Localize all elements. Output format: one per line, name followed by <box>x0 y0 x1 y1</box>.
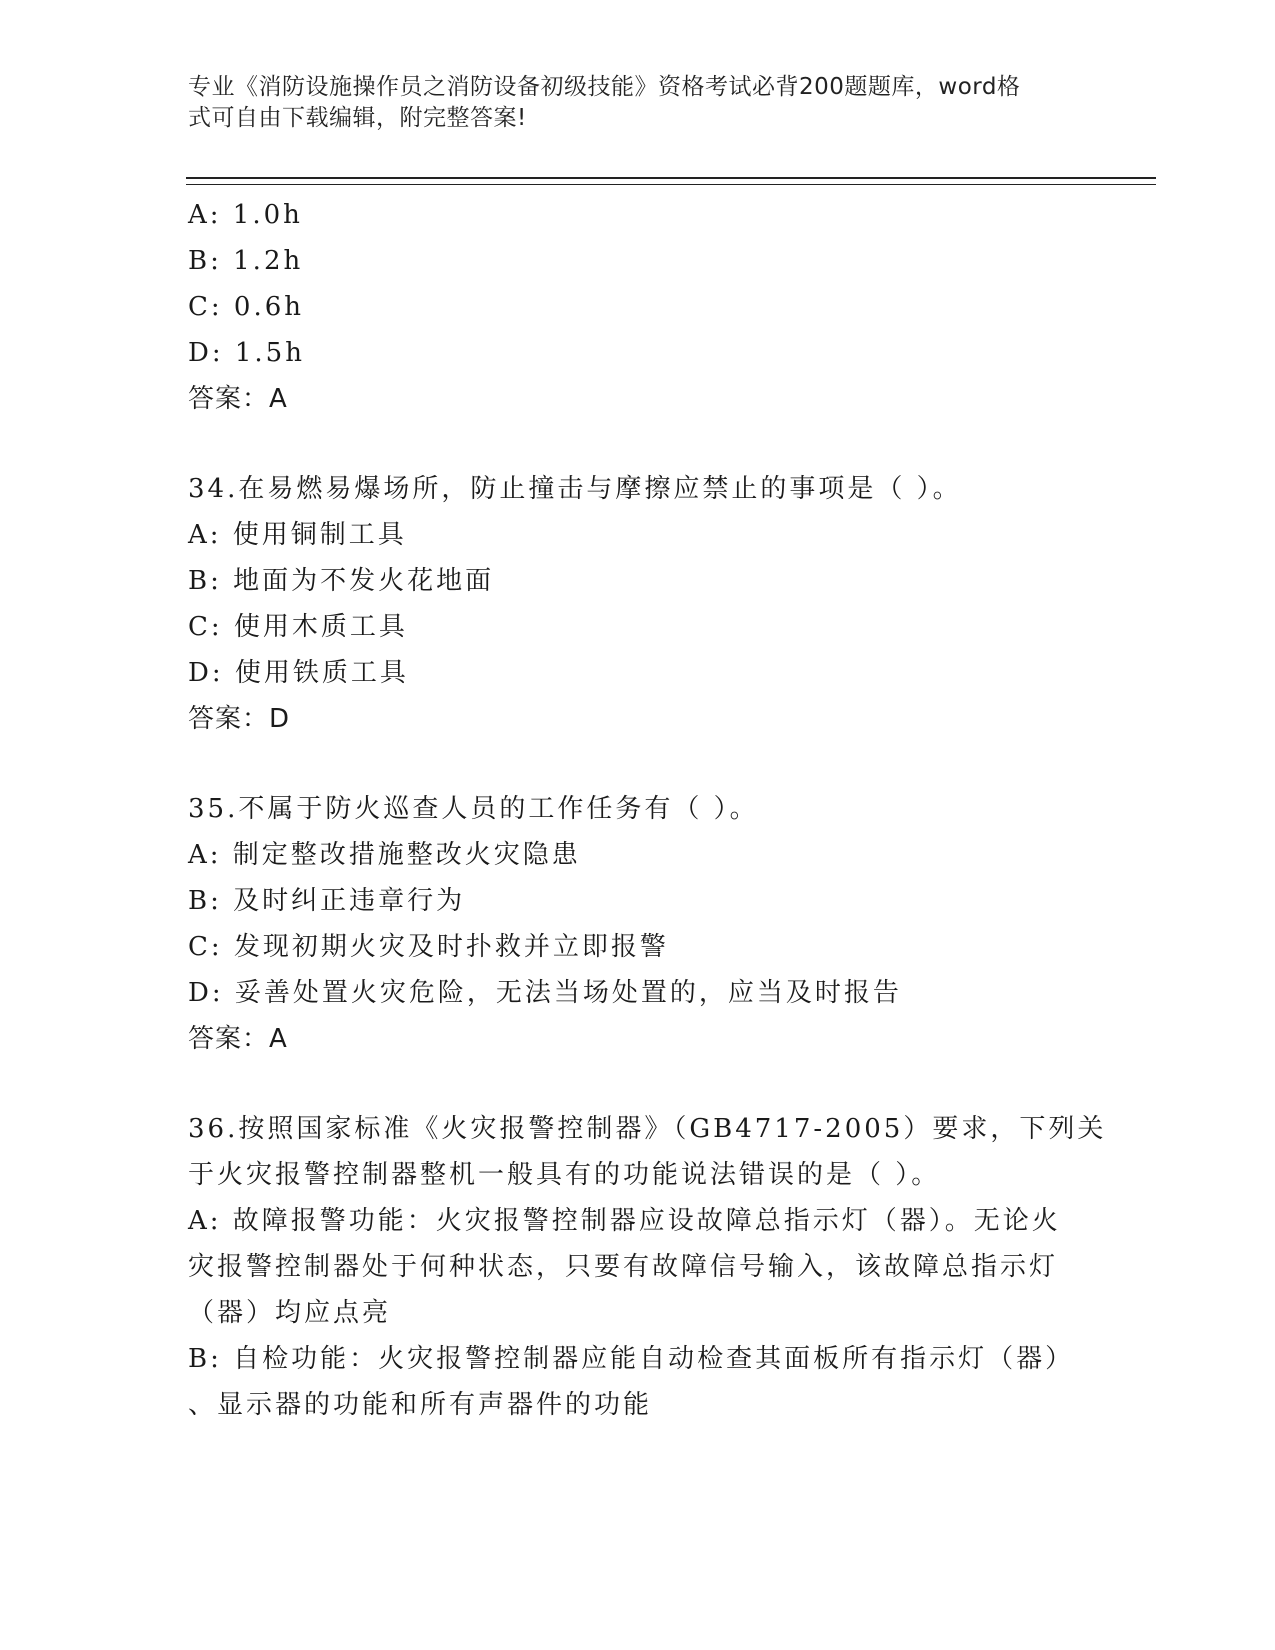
option-b: B: 1.2h <box>188 246 304 276</box>
question-35 <box>188 786 1078 1062</box>
answer: 答案：A <box>188 1024 288 1054</box>
document-header <box>188 72 1068 134</box>
question-34 <box>188 466 1078 742</box>
option-b-line-1: B: 自检功能：火灾报警控制器应能自动检查其面板所有指示灯（器） <box>188 1344 1075 1374</box>
question-text-line-2: 于火灾报警控制器整机一般具有的功能说法错误的是（ ）。 <box>188 1160 941 1190</box>
option-a: A: 使用铜制工具 <box>188 520 407 550</box>
question-33 <box>188 192 1078 422</box>
option-a-line-3: （器）均应点亮 <box>188 1298 392 1328</box>
header-divider <box>186 177 1156 185</box>
question-text: 34.在易燃易爆场所，防止撞击与摩擦应禁止的事项是（ ）。 <box>188 474 962 504</box>
option-a: A: 1.0h <box>188 200 303 230</box>
option-c: C: 0.6h <box>188 292 305 322</box>
option-a-line-2: 灾报警控制器处于何种状态，只要有故障信号输入，该故障总指示灯 <box>188 1252 1059 1282</box>
option-c: C: 发现初期火灾及时扑救并立即报警 <box>188 932 669 962</box>
spacer <box>188 1062 1078 1106</box>
header-line-1: 专业《消防设施操作员之消防设备初级技能》资格考试必背200题题库，word格 <box>188 74 1021 100</box>
option-a: A: 制定整改措施整改火灾隐患 <box>188 840 581 870</box>
option-a-line-1: A: 故障报警功能：火灾报警控制器应设故障总指示灯（器）。无论火 <box>188 1206 1061 1236</box>
answer: 答案：A <box>188 384 288 414</box>
option-b-line-2: 、显示器的功能和所有声器件的功能 <box>188 1390 653 1420</box>
option-c: C: 使用木质工具 <box>188 612 408 642</box>
option-d: D: 1.5h <box>188 338 305 368</box>
spacer <box>188 742 1078 786</box>
question-list <box>188 192 1107 1428</box>
option-d: D: 使用铁质工具 <box>188 658 409 688</box>
header-line-2: 式可自由下载编辑，附完整答案! <box>188 105 527 131</box>
question-36 <box>188 1106 1107 1428</box>
option-b: B: 及时纠正违章行为 <box>188 886 466 916</box>
option-b: B: 地面为不发火花地面 <box>188 566 495 596</box>
question-text: 35.不属于防火巡查人员的工作任务有（ ）。 <box>188 794 759 824</box>
option-d: D: 妥善处置火灾危险，无法当场处置的，应当及时报告 <box>188 978 902 1008</box>
answer: 答案：D <box>188 704 291 734</box>
spacer <box>188 422 1078 466</box>
question-text-line-1: 36.按照国家标准《火灾报警控制器》（GB4717-2005）要求，下列关 <box>188 1114 1107 1144</box>
